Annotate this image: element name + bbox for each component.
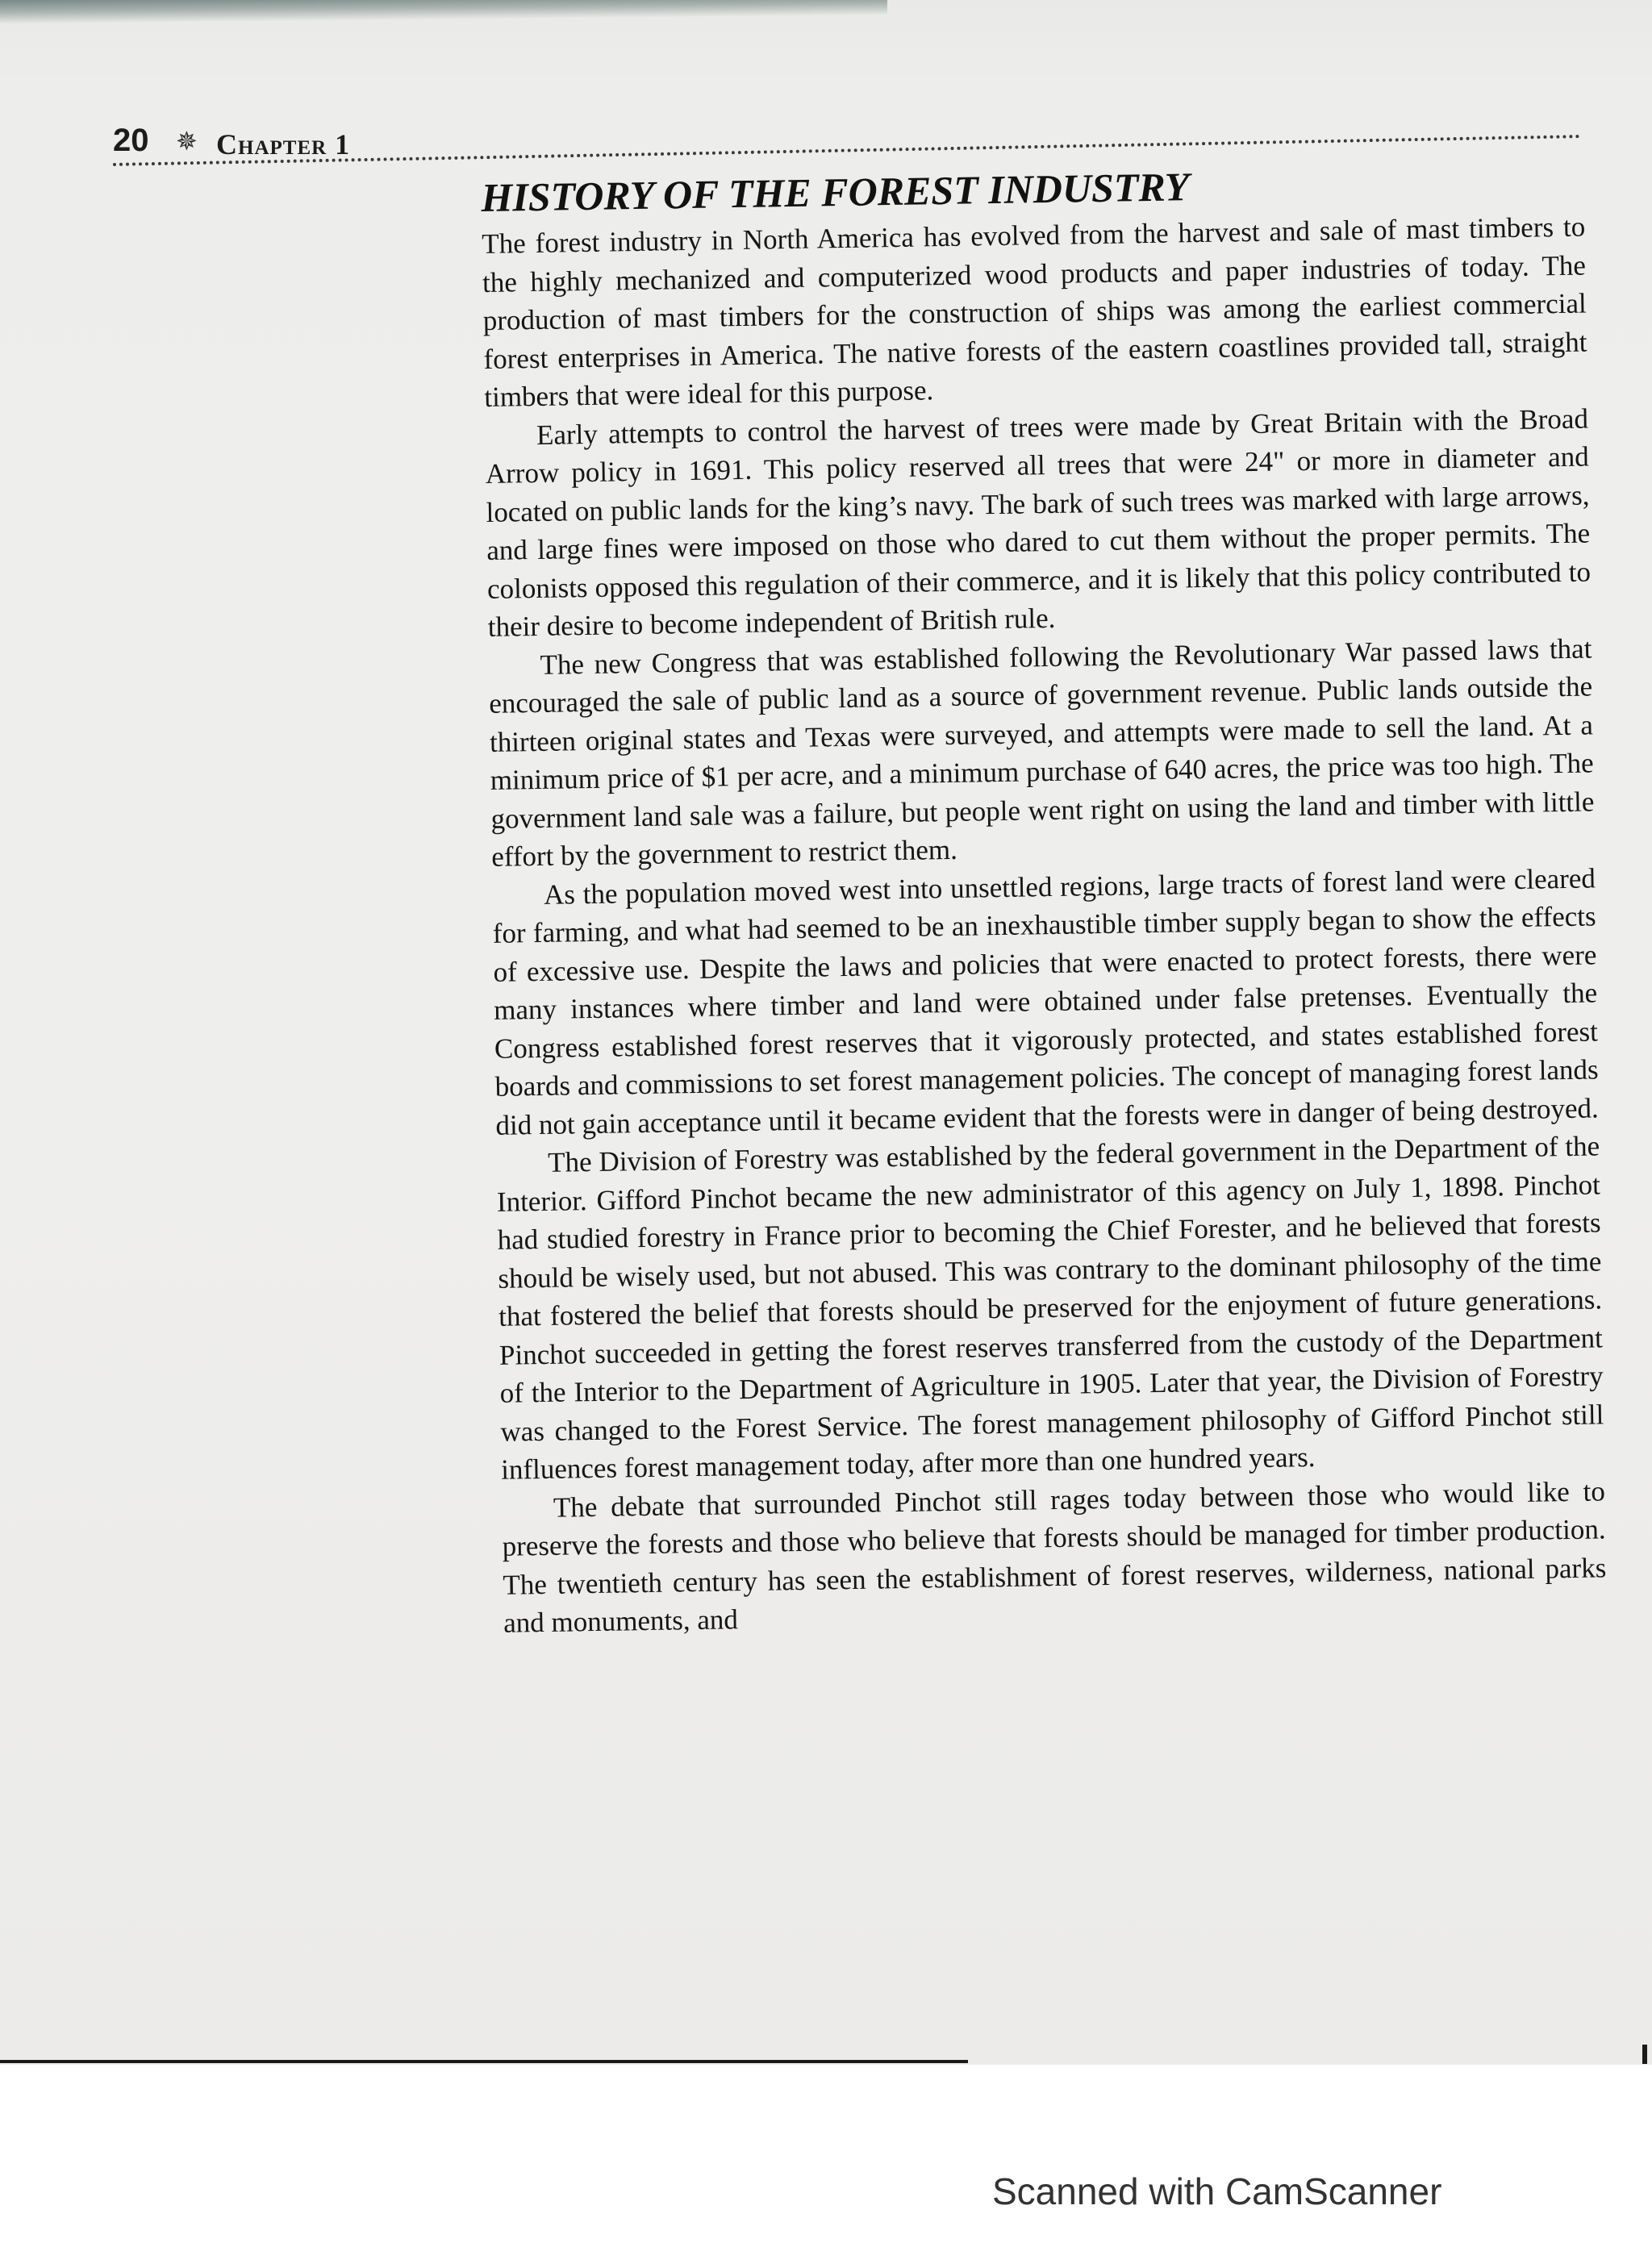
scan-corner-mark xyxy=(1642,2045,1647,2064)
scan-bottom-edge xyxy=(0,2060,968,2063)
section-title: HISTORY OF THE FOREST INDUSTRY xyxy=(480,164,1190,220)
paragraph: Early attempts to control the harvest of trees were made by Great Britain with the Broad Arrow policy in 1691. This policy reserved all trees that were 24" or more in diameter and located on public lands for the king’s navy. The bark of such trees was marked with large arrows, and large fines were imposed on those who dared to cut them without the proper permits. The colonists opposed this regulation of their commerce, and it is likely that this policy contributed to their desire to become independent of British rule. xyxy=(485,402,1592,643)
paragraph: As the population moved west into unsettled regions, large tracts of forest land were cleared for farming, and what had seemed to be an inexhaustible timber supply began to show the effects of excessive use. Despite the laws and policies that were enacted to protect forests, there were many instances where timber and land were obtained under false pretenses. Eventually the Congress established forest reserves that it vigorously protected, and states established forest boards and commissions to set forest management policies. The concept of managing forest lands did not gain acceptance until it became evident that the forests were in danger of being destroyed. xyxy=(492,861,1600,1141)
paragraph: The Division of Forestry was established by the federal government in the Department of the Interior. Gifford Pinchot became the new administrator of this agency on July 1, 1898. Pinchot had studied forestry in France prior to becoming the Chief Forester, and he believed that forests should be wisely used, but not abused. This was contrary to the dominant philosophy of the time that fostered the belief that forests should be preserved for the enjoyment of future generations. Pinchot succeeded in getting the forest reserves transferred from the custody of the Department of the Interior to the Department of Agriculture in 1905. Later that year, the Division of Forestry was changed to the Forest Service. The forest management philosophy of Gifford Pinchot still influences forest management today, after more than one hundred years. xyxy=(496,1130,1604,1486)
chapter-label: Chapter 1 xyxy=(216,128,351,161)
article-body xyxy=(481,159,1607,1643)
paragraph: The forest industry in North America has evolved from the harvest and sale of mast timbers to the highly mechanized and computerized wood products and paper industries of today. The production of mast timbers for the construction of ships was among the earliest commercial forest enterprises in America. The native forests of the eastern coastlines provided tall, straight timbers that were ideal for this purpose. xyxy=(482,211,1587,413)
paragraph: The new Congress that was established following the Revolutionary War passed laws that encouraged the sale of public land as a source of government revenue. Public lands outside the thirteen original states and Texas were surveyed, and attempts were made to sell the land. At a minimum price of $1 per acre, and a minimum purchase of 640 acres, the price was too high. The government land sale was a failure, but people went right on using the land and timber with little effort by the government to restrict them. xyxy=(488,632,1595,873)
scanner-watermark: Scanned with CamScanner xyxy=(992,2170,1442,2212)
paragraph: The debate that surrounded Pinchot still rages today between those who would like to preserve the forests and those who believe that forests should be managed for timber production. The twentieth century has seen the establishment of forest reserves, wilderness, national parks and monuments, and xyxy=(502,1474,1607,1639)
page-edge-shadow xyxy=(0,0,887,24)
flower-ornament-icon: ✵ xyxy=(176,126,198,156)
page-number: 20 xyxy=(113,123,149,158)
